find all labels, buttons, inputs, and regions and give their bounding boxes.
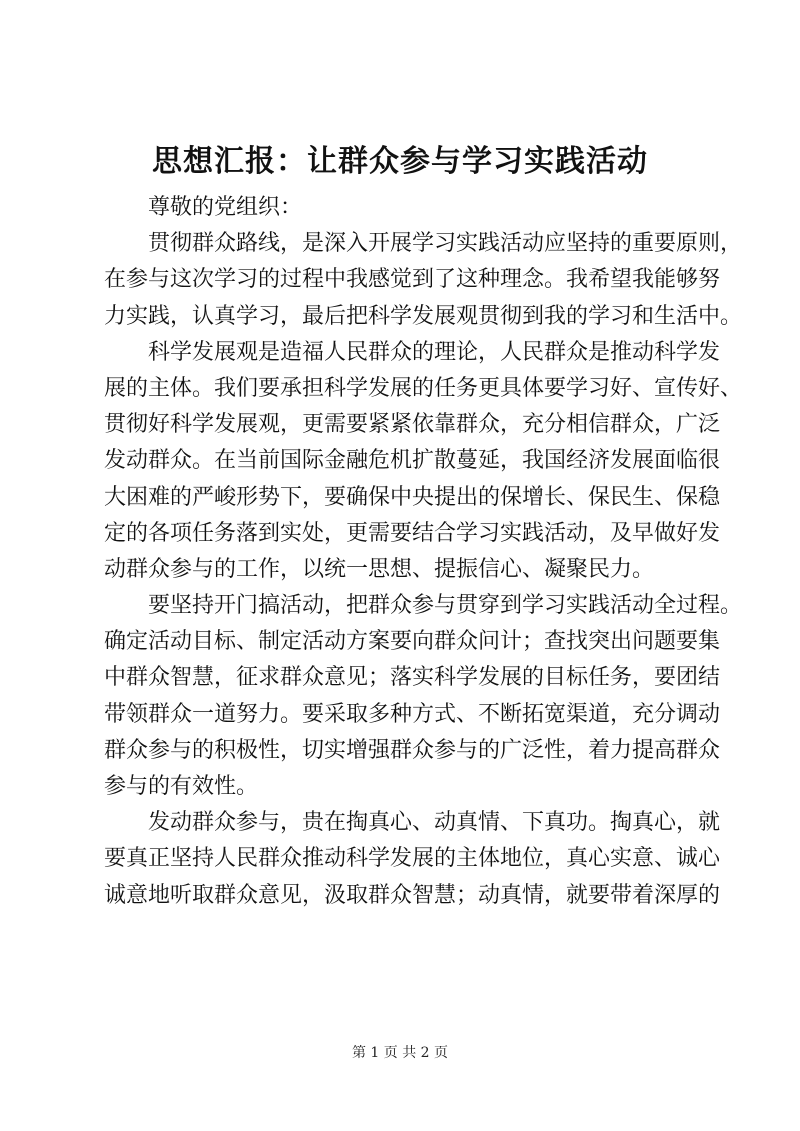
document-title: 思想汇报：让群众参与学习实践活动 (152, 144, 648, 179)
paragraph-line: 确定活动目标、制定活动方案要向群众问计；查找突出问题要集 (104, 629, 721, 655)
paragraph-line: 诚意地听取群众意见，汲取群众智慧；动真情，就要带着深厚的 (104, 882, 721, 908)
document-body (104, 190, 743, 914)
paragraph-line: 科学发展观是造福人民群众的理论，人民群众是推动科学发 (148, 339, 721, 365)
paragraph-line: 展的主体。我们要承担科学发展的任务更具体要学习好、宣传好、 (104, 375, 743, 401)
greeting-line: 尊敬的党组织： (148, 195, 303, 220)
paragraph-line: 大困难的严峻形势下，要确保中央提出的保增长、保民生、保稳 (104, 484, 721, 510)
paragraph-line: 在参与这次学习的过程中我感觉到了这种理念。我希望我能够努 (104, 267, 721, 293)
paragraph-line: 发动群众。在当前国际金融危机扩散蔓延，我国经济发展面临很 (104, 448, 721, 474)
paragraph-line: 参与的有效性。 (104, 774, 259, 799)
paragraph-line: 要真正坚持人民群众推动科学发展的主体地位，真心实意、诚心 (104, 846, 721, 872)
paragraph-line: 动群众参与的工作，以统一思想、提振信心、凝聚民力。 (104, 556, 655, 582)
paragraph-line: 贯彻好科学发展观，更需要紧紧依靠群众，充分相信群众，广泛 (104, 412, 721, 438)
paragraph-line: 力实践，认真学习，最后把科学发展观贯彻到我的学习和生活中。 (104, 303, 743, 329)
paragraph-line: 贯彻群众路线，是深入开展学习实践活动应坚持的重要原则， (148, 231, 743, 257)
paragraph-line: 带领群众一道努力。要采取多种方式、不断拓宽渠道，充分调动 (104, 701, 721, 727)
page-number-footer: 第 1 页 共 2 页 (351, 1045, 449, 1061)
paragraph-line: 群众参与的积极性，切实增强群众参与的广泛性，着力提高群众 (104, 737, 721, 763)
paragraph-line: 定的各项任务落到实处，更需要结合学习实践活动，及早做好发 (104, 520, 721, 546)
paragraph-line: 中群众智慧，征求群众意见；落实科学发展的目标任务，要团结 (104, 665, 721, 691)
paragraph-line: 要坚持开门搞活动，把群众参与贯穿到学习实践活动全过程。 (148, 593, 743, 619)
paragraph-line: 发动群众参与，贵在掏真心、动真情、下真功。掏真心，就 (148, 810, 721, 836)
